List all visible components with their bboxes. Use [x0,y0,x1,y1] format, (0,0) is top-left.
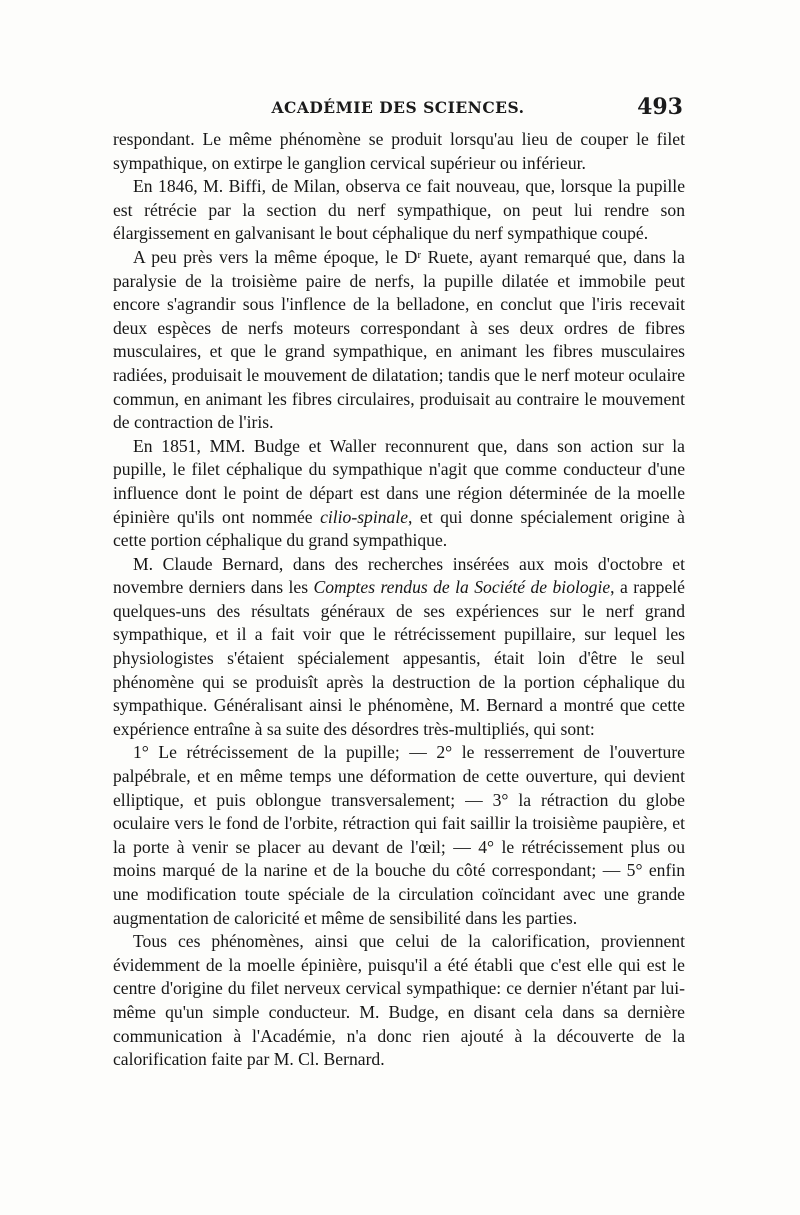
paragraph-4-text-before: En 1851, MM. Budge et Waller reconnurent que, dans son action sur la pupille, le filet céphalique du sympathique n'agit que comme conducteur d'une influence dont le point de départ est dans une région déterminée de la moelle épinière qu'ils ont nommée [113,435,685,527]
paragraph-4-text-after: , et qui donne spécialement origine à cette portion céphalique du grand sympathique. [113,506,685,551]
page-header [113,94,683,122]
paragraph-5 [113,553,685,742]
paragraph-5-text-before: M. Claude Bernard, dans des recherches insérées aux mois d'octobre et novembre derniers dans les [113,553,685,598]
paragraph-7: Tous ces phénomènes, ainsi que celui de la calorification, proviennent évidemment de la moelle épinière, puisqu'il a été établi que c'est elle qui est le centre d'origine du filet nerveux cervical sympathique: ce dernier n'étant par lui-même qu'un simple conducteur. M. Budge, en disant cela dans sa dernière communication à l'Académie, n'a donc rien ajouté à la découverte de la calorification faite par M. Cl. Bernard. [113,931,685,1070]
paragraph-5-italic-title: Comptes rendus de la Société de biologie [313,577,611,598]
paragraph-4-italic-term: cilio-spinale [320,506,409,527]
paragraph-2: En 1846, M. Biffi, de Milan, observa ce fait nouveau, que, lorsque la pupille est rétrécie par la section du nerf sympathique, on peut lui rendre son élargissement en galvanisant le bout céphalique du nerf sympathique coupé. [113,176,685,244]
page-number: 493 [637,94,683,120]
paragraph-5-text-after: , a rappelé quelques-uns des résultats généraux de ses expériences sur le nerf grand sympathique, et il a fait voir que le rétrécissement pupillaire, sur lequel les physiologistes s'étaient spécialement appesantis, était loin d'être le seul phénomène qui se produisît après la destruction de la portion céphalique du sympathique. Généralisant ainsi le phénomène, M. Bernard a montré que cette expérience entraîne à sa suite des désordres très-multipliés, qui sont: [113,577,685,739]
page-body [113,128,685,1072]
paragraph-3: A peu près vers la même époque, le Dʳ Ruete, ayant remarqué que, dans la paralysie de la troisième paire de nerfs, la pupille dilatée et immobile peut encore s'agrandir sous l'inflence de la belladone, en conclut que l'iris recevait deux espèces de nerfs moteurs correspondant à ses deux ordres de fibres musculaires, et que le grand sympathique, en animant les fibres musculaires radiées, produisait le mouvement de dilatation; tandis que le nerf moteur oculaire commun, en animant les fibres circulaires, produisait au contraire le mouvement de contraction de l'iris. [113,246,685,433]
paragraph-6: 1° Le rétrécissement de la pupille; — 2° le resserrement de l'ouverture palpébrale, et en même temps une déformation de cette ouverture, qui devient elliptique, et puis oblongue transversalement; — 3° la rétraction du globe oculaire vers le fond de l'orbite, rétraction qui fait saillir la troisième paupière, et la porte à venir se placer au devant de l'œil; — 4° le rétrécissement plus ou moins marqué de la narine et de la bouche du côté correspondant; — 5° enfin une modification toute spéciale de la circulation coïncidant avec une grande augmentation de caloricité et même de sensibilité dans les parties. [113,742,685,928]
running-head: ACADÉMIE DES SCIENCES. [271,98,525,117]
paragraph-4 [113,435,685,553]
paragraph-1: respondant. Le même phénomène se produit lorsqu'au lieu de couper le filet sympathique, on extirpe le ganglion cervical supérieur ou inférieur. [113,129,685,173]
